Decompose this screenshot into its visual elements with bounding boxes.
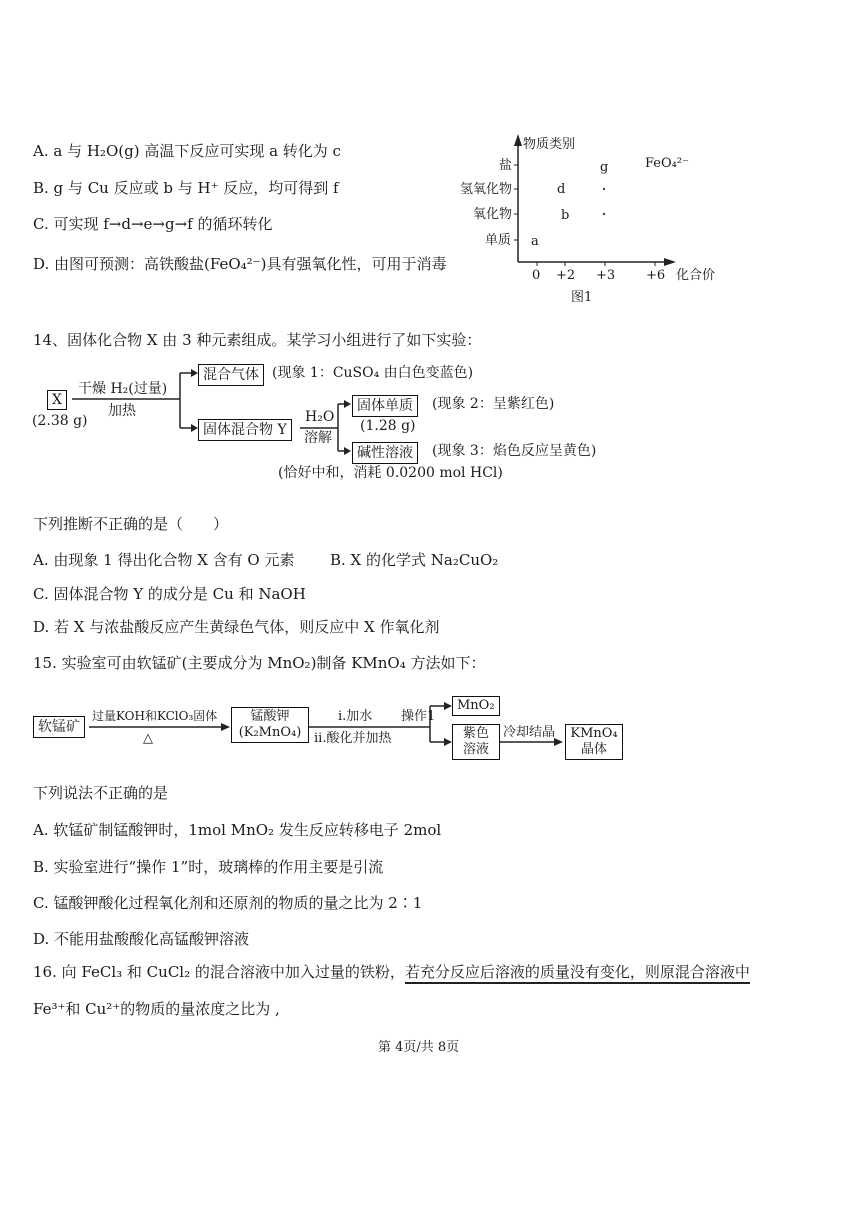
q14-element-note: (现象 2：呈紫红色): [432, 396, 555, 412]
q15-ore-box: 软锰矿: [33, 716, 85, 738]
q15-reagent-bottom: △: [143, 731, 153, 746]
q14-base-box: 碱性溶液: [352, 442, 418, 464]
q14-option-d: D. 若 X 与浓盐酸反应产生黄绿色气体，则反应中 X 作氧化剂: [33, 618, 440, 636]
q14-gas-box: 混合气体: [198, 364, 264, 386]
fig1-category-hydroxide: 氢氧化物: [460, 182, 513, 197]
q14-option-a: A. 由现象 1 得出化合物 X 含有 O 元素: [33, 551, 295, 569]
fig1-x-tick-2: +2: [556, 268, 576, 283]
q14-base-note: (现象 3：焰色反应呈黄色): [432, 443, 597, 459]
q15-option-d: D. 不能用盐酸酸化高锰酸钾溶液: [33, 930, 250, 948]
q15-option-a: A. 软锰矿制锰酸钾时，1mol MnO₂ 发生反应转移电子 2mol: [33, 821, 442, 839]
fig1-category-salt: 盐: [499, 158, 513, 173]
q14-neutral-note: (恰好中和，消耗 0.0200 mol HCl): [278, 465, 503, 481]
q14-reagent-bottom: 加热: [108, 403, 136, 419]
q14-solid-box: 固体混合物 Y: [198, 419, 292, 441]
q14-water-bottom: 溶解: [304, 430, 332, 446]
q16-line-1-underlined: 若充分反应后溶液的质量没有变化，则原混合溶液中: [405, 963, 750, 984]
q13-option-c: C. 可实现 f→d→e→g→f 的循环转化: [33, 215, 273, 233]
q16-line-1: [33, 962, 750, 982]
q15-product-label: 晶体: [580, 742, 607, 757]
q15-manganate-box: [231, 707, 309, 743]
fig1-point-b: b: [561, 208, 570, 223]
q14-reagent-top: 干燥 H₂(过量): [78, 381, 168, 397]
q14-x-box: X: [47, 390, 67, 410]
fig1-x-tick-0: 0: [532, 268, 541, 283]
q15-question: 下列说法不正确的是: [33, 784, 169, 802]
fig1-point-g: g: [600, 160, 609, 175]
fig1-x-tick-3: +3: [596, 268, 616, 283]
q14-option-b: B. X 的化学式 Na₂CuO₂: [330, 551, 499, 569]
q15-step-top: i.加水: [338, 709, 373, 724]
fig1-point-a: a: [531, 234, 539, 249]
q14-x-mass: (2.38 g): [32, 413, 88, 429]
q15-stem: 15. 实验室可由软锰矿(主要成分为 MnO₂)制备 KMnO₄ 方法如下：: [33, 654, 486, 672]
q15-option-c: C. 锰酸钾酸化过程氧化剂和还原剂的物质的量之比为 2∶1: [33, 894, 423, 912]
q13-option-a: A. a 与 H₂O(g) 高温下反应可实现 a 转化为 c: [33, 142, 341, 160]
q16-line-1-start: 16. 向 FeCl₃ 和 CuCl₂ 的混合溶液中加入过量的铁粉，: [33, 963, 405, 981]
q14-element-box: 固体单质: [352, 395, 418, 417]
q13-option-b: B. g 与 Cu 反应或 b 与 H⁺ 反应，均可得到 f: [33, 179, 339, 197]
q15-reagent-top: 过量KOH和KClO₃固体: [92, 709, 218, 723]
q15-product-box: [565, 724, 623, 760]
q14-gas-note: (现象 1：CuSO₄ 由白色变蓝色): [272, 365, 474, 381]
q15-purple-label-1: 紫色: [462, 726, 489, 741]
fig1-caption: 图1: [571, 290, 593, 305]
q15-manganate-formula: (K₂MnO₄): [238, 725, 302, 740]
q15-purple-label-2: 溶液: [462, 742, 489, 757]
q15-option-b: B. 实验室进行“操作 1”时，玻璃棒的作用主要是引流: [33, 858, 384, 876]
q15-cool: 冷却结晶: [503, 725, 556, 740]
fig1-x-tick-6: +6: [646, 268, 666, 283]
q15-purple-box: [452, 724, 500, 760]
q16-line-2: Fe³⁺和 Cu²⁺的物质的量浓度之比为 ,: [33, 1000, 280, 1018]
fig1-category-oxide: 氧化物: [473, 207, 513, 222]
q15-step-bottom: ii.酸化并加热: [314, 731, 392, 746]
page-footer: 第 4页/共 8页: [378, 1040, 460, 1055]
fig1-x-title: 化合价: [676, 268, 716, 283]
q14-question: 下列推断不正确的是（ ）: [33, 515, 229, 533]
fig1-y-title: 物质类别: [523, 137, 576, 152]
fig1-point-ferrate: FeO₄²⁻: [645, 156, 689, 171]
q14-stem: 14、固体化合物 X 由 3 种元素组成。某学习小组进行了如下实验：: [33, 331, 482, 349]
fig1-point-d: d: [557, 182, 566, 197]
q14-option-c: C. 固体混合物 Y 的成分是 Cu 和 NaOH: [33, 585, 306, 603]
q14-element-mass: (1.28 g): [360, 418, 416, 434]
q15-manganate-label: 锰酸钾: [250, 709, 290, 724]
q15-operation-1: 操作1: [401, 709, 436, 724]
q14-water-top: H₂O: [305, 409, 335, 425]
q13-option-d: D. 由图可预测：高铁酸盐(FeO₄²⁻)具有强氧化性，可用于消毒: [33, 255, 447, 273]
fig1-category-element: 单质: [485, 233, 512, 248]
q15-mno2-box: MnO₂: [452, 696, 500, 716]
q15-product-formula: KMnO₄: [570, 726, 618, 741]
